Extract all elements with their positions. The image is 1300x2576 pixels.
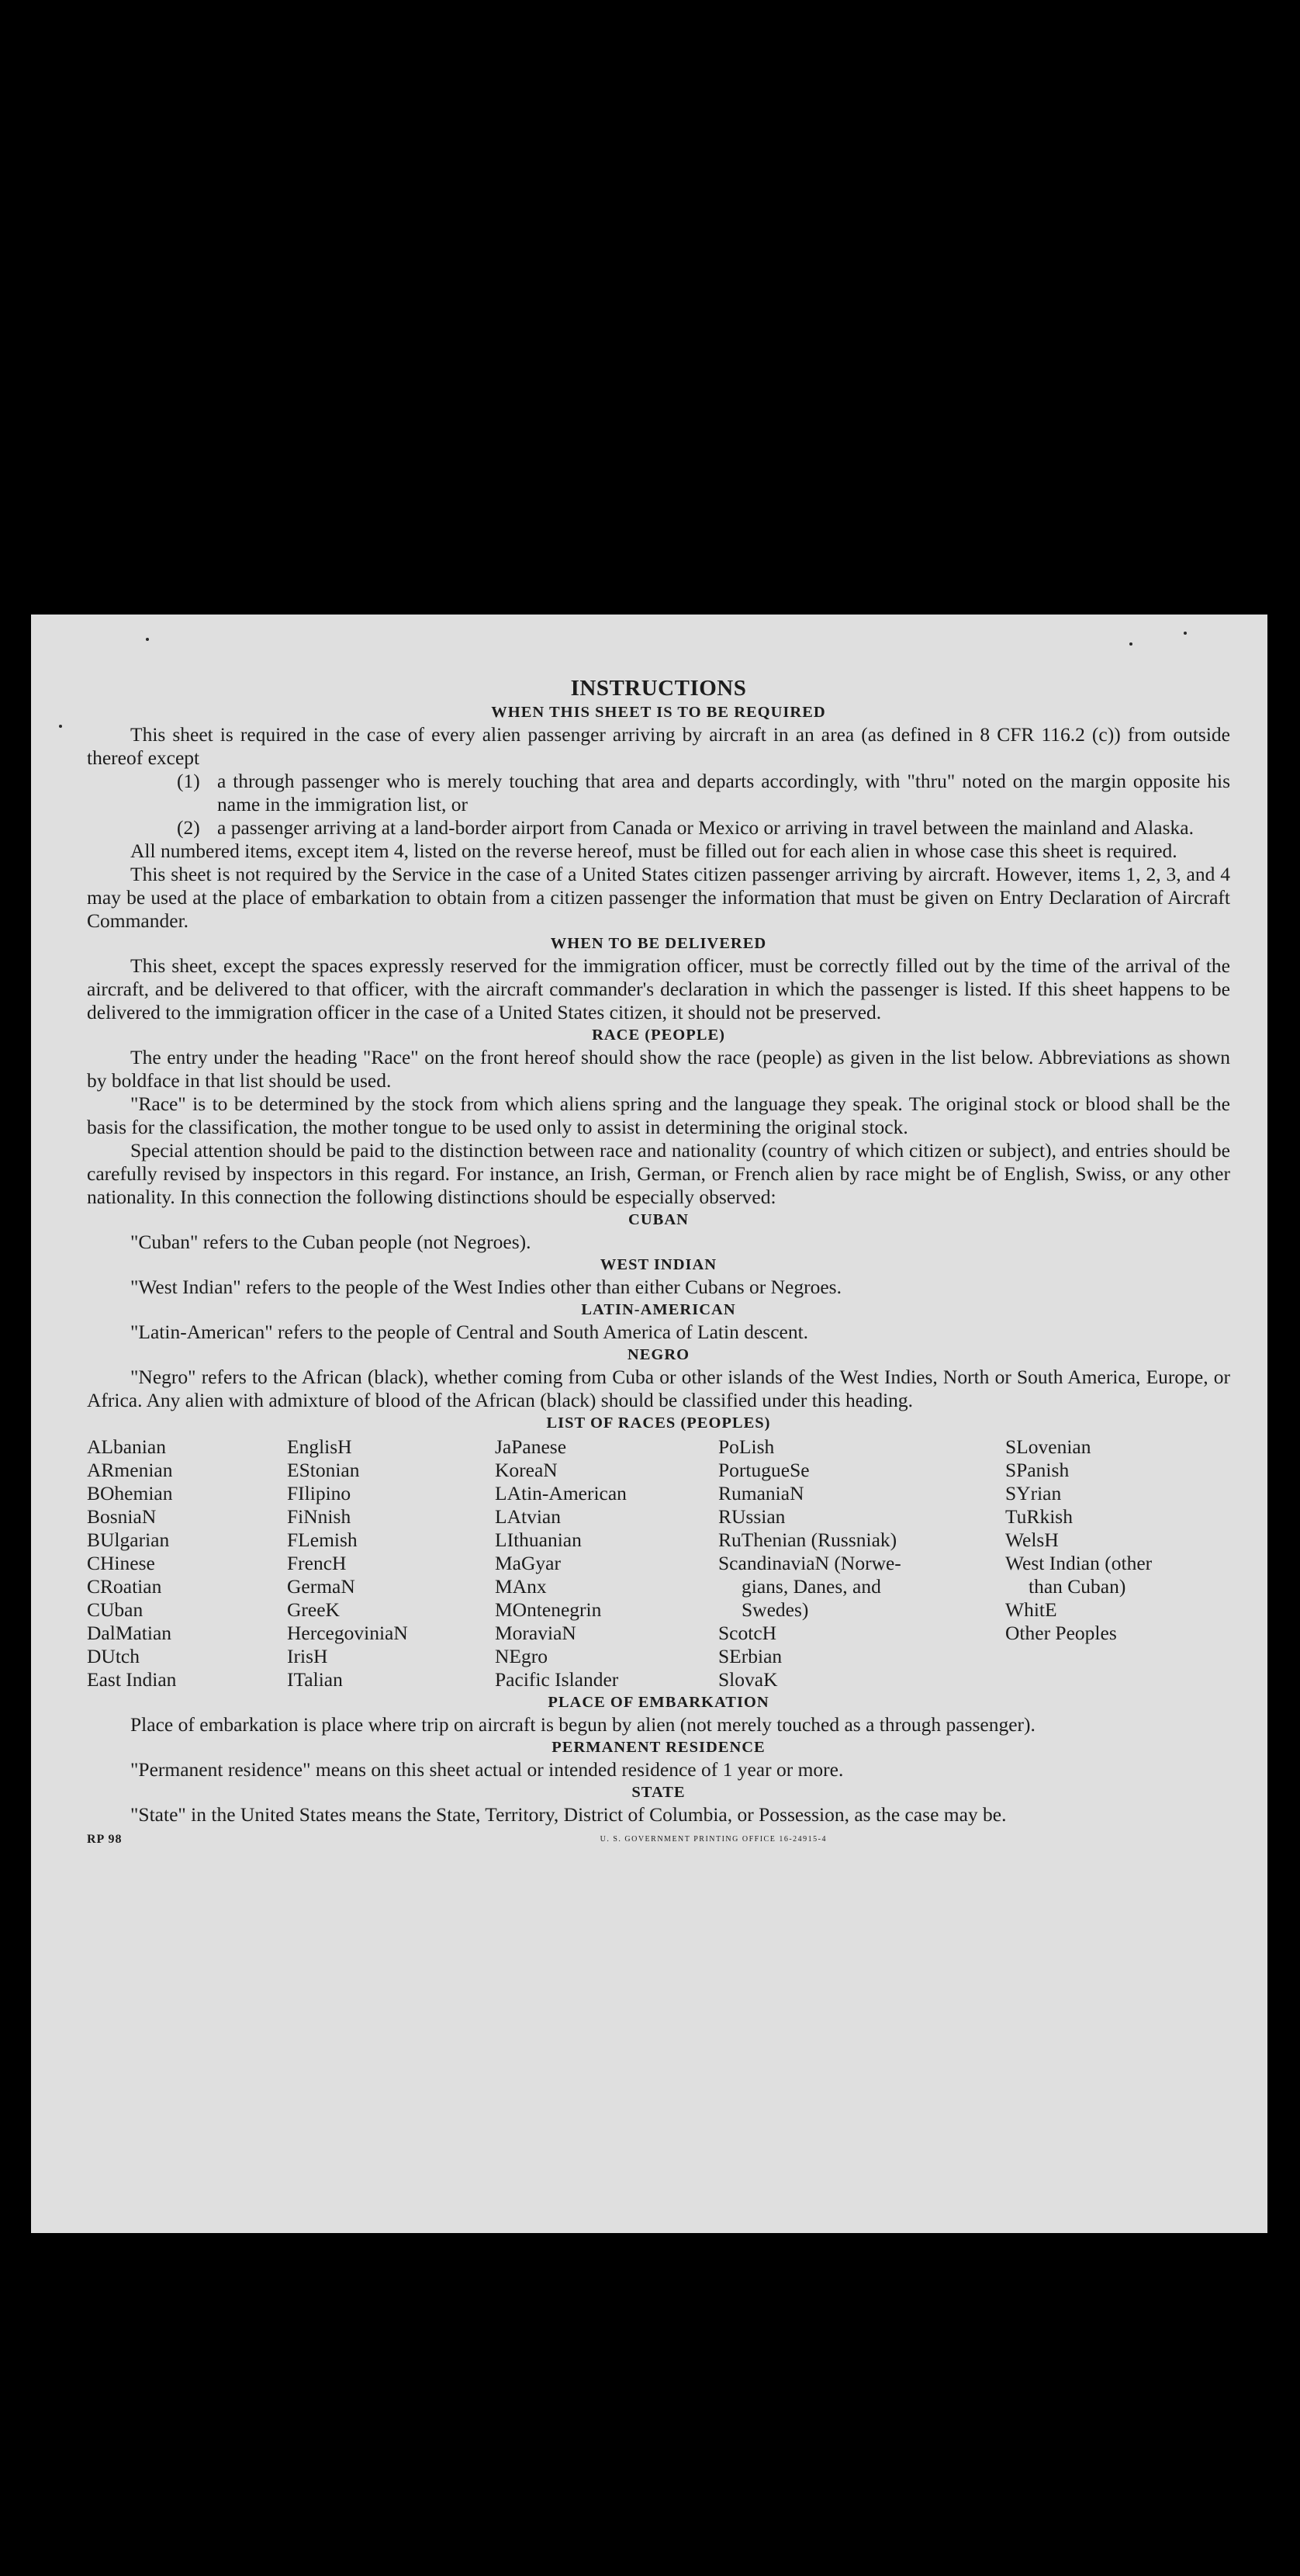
exception-item [87, 770, 1230, 816]
race-entry: SYrian [1005, 1482, 1062, 1504]
race-entry: ARmenian [87, 1459, 173, 1481]
heading-state: STATE [631, 1784, 686, 1801]
race-entry: CRoatian [87, 1575, 162, 1598]
race-entry: WelsH [1005, 1529, 1059, 1551]
race-entry: SPanish [1005, 1459, 1070, 1481]
item-text: a through passenger who is merely touching that area and departs accordingly, with "thru" noted on the margin opposite his name in the immigration list, or [217, 770, 1230, 815]
race-para-1: The entry under the heading "Race" on the front hereof should show the race (people) as given in the list below. Abbreviations as shown by boldface in that list should be used. [87, 1046, 1230, 1092]
race-entry: FIlipino [287, 1482, 351, 1504]
paper-speck [59, 725, 62, 728]
required-numbered-items: All numbered items, except item 4, listed on the reverse hereof, must be filled out for each alien in whose case this sheet is required. [130, 840, 1177, 862]
paper-speck [1129, 642, 1132, 646]
race-entry: RuThenian (Russniak) [718, 1529, 897, 1551]
race-entry: SlovaK [718, 1668, 778, 1691]
paper-speck [1184, 632, 1187, 635]
race-entry: BOhemian [87, 1482, 173, 1504]
race-entry-continuation: gians, Danes, and [742, 1575, 881, 1598]
race-entry: ScotcH [718, 1622, 777, 1644]
race-entry: HercegoviniaN [287, 1622, 408, 1644]
item-number: (2) [177, 816, 200, 839]
heading-when-required: WHEN THIS SHEET IS TO BE REQUIRED [491, 704, 826, 721]
race-entry: ScandinaviaN (Norwe- [718, 1552, 901, 1574]
exception-item [87, 816, 1230, 840]
west-indian-text: "West Indian" refers to the people of the West Indies other than either Cubans or Negroes. [130, 1276, 842, 1298]
race-entry: EStonian [287, 1459, 360, 1481]
heading-latin-american: LATIN-AMERICAN [581, 1301, 736, 1318]
race-entry: MAnx [495, 1575, 547, 1598]
required-intro: This sheet is required in the case of every alien passenger arriving by aircraft in an area (as defined in 8 CFR 116.2 (c)) from outside thereof except [87, 723, 1230, 769]
race-entry: RUssian [718, 1505, 786, 1528]
race-entry: NEgro [495, 1645, 548, 1667]
race-entry: GermaN [287, 1575, 355, 1598]
race-entry: CHinese [87, 1552, 155, 1574]
race-entry: JaPanese [495, 1435, 567, 1458]
item-number: (1) [177, 770, 200, 792]
race-entry: FiNnish [287, 1505, 351, 1528]
race-entry: FrencH [287, 1552, 347, 1574]
document-body [87, 675, 1230, 1848]
page-title: INSTRUCTIONS [570, 676, 747, 701]
race-entry: LAtin-American [495, 1482, 627, 1504]
heading-when-delivered: WHEN TO BE DELIVERED [550, 935, 767, 952]
negro-text: "Negro" refers to the African (black), whether coming from Cuba or other islands of the West Indies, North or South America, Europe, or Africa. Any alien with admixture of blood of the African (black) should be classified under this heading. [87, 1366, 1230, 1411]
race-entry: MoraviaN [495, 1622, 576, 1644]
race-entry: LAtvian [495, 1505, 561, 1528]
race-entry: SLovenian [1005, 1435, 1091, 1458]
races-list [87, 1435, 1230, 1691]
required-citizen-note: This sheet is not required by the Service in the case of a United States citizen passenger arriving by aircraft. However, items 1, 2, 3, and 4 may be used at the place of embarkation to obtain from a citizen passenger the information that must be given on Entry Declaration of Aircraft Commander. [87, 863, 1230, 932]
latin-american-text: "Latin-American" refers to the people of Central and South America of Latin descent. [130, 1321, 809, 1343]
races-column-5 [1005, 1435, 1230, 1691]
race-entry: DUtch [87, 1645, 140, 1667]
race-entry: Pacific Islander [495, 1668, 619, 1691]
race-entry: West Indian (other [1005, 1552, 1153, 1574]
heading-permanent-residence: PERMANENT RESIDENCE [551, 1739, 766, 1756]
cuban-text: "Cuban" refers to the Cuban people (not Negroes). [130, 1231, 531, 1253]
races-column-1 [87, 1435, 287, 1691]
document-footer [87, 1831, 1230, 1848]
race-entry: CUban [87, 1598, 143, 1621]
race-para-3: Special attention should be paid to the distinction between race and nationality (country of which citizen or subject), and entries should be carefully revised by inspectors in this regard. For instance, an Irish, German, or French alien by race might be of English, Swiss, or any other nationality. In this connection the following distinctions should be especially observed: [87, 1139, 1230, 1208]
race-entry: PoLish [718, 1435, 775, 1458]
item-text: a passenger arriving at a land-border airport from Canada or Mexico or arriving in travel between the mainland and Alaska. [217, 816, 1194, 839]
form-number: RP 98 [87, 1833, 123, 1846]
printer-imprint: U. S. GOVERNMENT PRINTING OFFICE 16-24915-4 [600, 1835, 827, 1844]
heading-west-indian: WEST INDIAN [600, 1256, 717, 1273]
race-entry: GreeK [287, 1598, 340, 1621]
race-entry: East Indian [87, 1668, 177, 1691]
race-entry: KoreaN [495, 1459, 558, 1481]
race-entry: Other Peoples [1005, 1622, 1117, 1644]
races-column-2 [287, 1435, 495, 1691]
race-entry: ITalian [287, 1668, 343, 1691]
race-entry: MOntenegrin [495, 1598, 602, 1621]
race-entry: RumaniaN [718, 1482, 804, 1504]
heading-negro: NEGRO [627, 1346, 690, 1363]
race-entry: TuRkish [1005, 1505, 1073, 1528]
heading-race: RACE (PEOPLE) [592, 1027, 725, 1044]
race-para-2: "Race" is to be determined by the stock from which aliens spring and the language they speak. The original stock or blood shall be the basis for the classification, the mother tongue to be used only to assist in determining the original stock. [87, 1092, 1230, 1138]
heading-cuban: CUBAN [628, 1211, 689, 1228]
residence-text: "Permanent residence" means on this sheet actual or intended residence of 1 year or more. [130, 1758, 844, 1781]
heading-list-of-races: LIST OF RACES (PEOPLES) [546, 1414, 771, 1432]
race-entry: IrisH [287, 1645, 328, 1667]
race-entry: FLemish [287, 1529, 358, 1551]
race-entry: WhitE [1005, 1598, 1057, 1621]
embarkation-text: Place of embarkation is place where trip on aircraft is begun by alien (not merely touched as a through passenger). [130, 1713, 1036, 1736]
race-entry-continuation: than Cuban) [1029, 1575, 1126, 1598]
race-entry: LIthuanian [495, 1529, 582, 1551]
paper-speck [146, 638, 149, 641]
race-entry: ALbanian [87, 1435, 166, 1458]
races-column-4 [718, 1435, 1005, 1691]
state-text: "State" in the United States means the State, Territory, District of Columbia, or Possession, as the case may be. [130, 1803, 1007, 1826]
race-entry: EnglisH [287, 1435, 352, 1458]
race-entry: DalMatian [87, 1622, 172, 1644]
race-entry-continuation: Swedes) [742, 1598, 809, 1621]
race-entry: SErbian [718, 1645, 783, 1667]
races-column-3 [495, 1435, 718, 1691]
heading-place-of-embarkation: PLACE OF EMBARKATION [548, 1694, 769, 1711]
race-entry: PortugueSe [718, 1459, 810, 1481]
race-entry: MaGyar [495, 1552, 561, 1574]
document-sheet [31, 615, 1267, 2233]
race-entry: BUlgarian [87, 1529, 170, 1551]
race-entry: BosniaN [87, 1505, 157, 1528]
delivered-text: This sheet, except the spaces expressly reserved for the immigration officer, must be correctly filled out by the time of the arrival of the aircraft, and be delivered to that officer, with the aircraft commander's declaration in which the passenger is listed. If this sheet happens to be delivered to the immigration officer in the case of a United States citizen, it should not be preserved. [87, 954, 1230, 1023]
